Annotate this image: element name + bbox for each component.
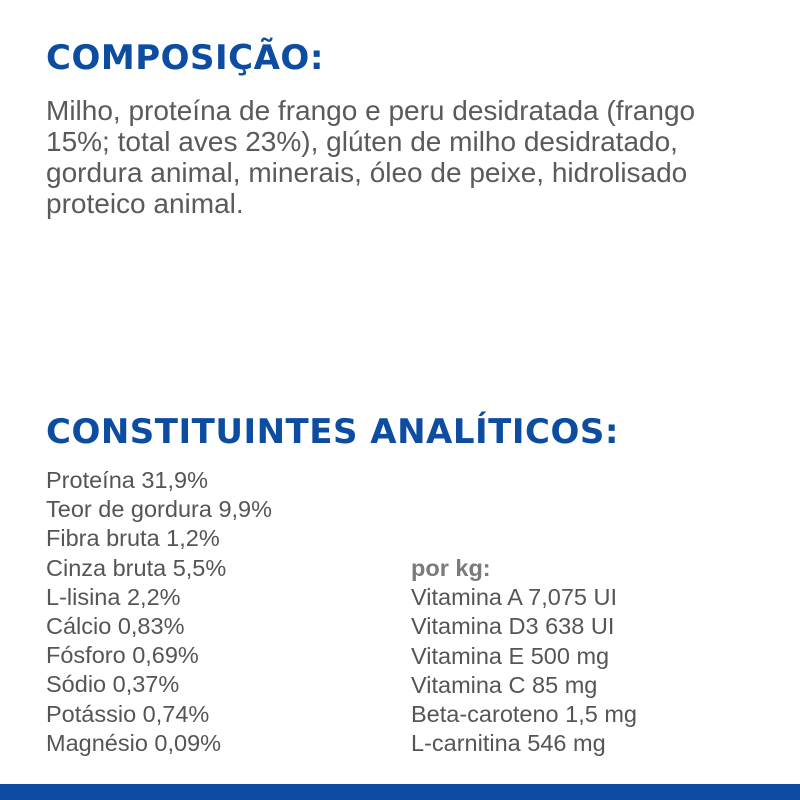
list-item: Vitamina D3 638 UI [411, 613, 615, 640]
bottom-bar [0, 784, 800, 800]
composition-heading: COMPOSIÇÃO: [46, 38, 324, 78]
list-item: Cálcio 0,83% [46, 613, 185, 640]
list-item: L-lisina 2,2% [46, 583, 181, 610]
list-item: Sódio 0,37% [46, 671, 180, 698]
list-item: Vitamina E 500 mg [411, 642, 610, 669]
per-kg-block [411, 554, 637, 758]
list-item: Cinza bruta 5,5% [46, 554, 227, 581]
list-item: Teor de gordura 9,9% [46, 496, 273, 523]
analytical-constituents-heading: CONSTITUINTES ANALÍTICOS: [46, 412, 619, 452]
list-item: Magnésio 0,09% [46, 729, 222, 756]
per-kg-label: por kg: [411, 555, 491, 581]
list-item: Vitamina C 85 mg [411, 671, 598, 698]
list-item: Fibra bruta 1,2% [46, 525, 220, 552]
list-item: Beta-caroteno 1,5 mg [411, 701, 637, 728]
list-item: L-carnitina 546 mg [411, 730, 606, 757]
analytical-constituents-list [46, 466, 272, 758]
list-item: Fósforo 0,69% [46, 642, 199, 669]
list-item: Proteína 31,9% [46, 467, 208, 493]
list-item: Potássio 0,74% [46, 700, 210, 727]
composition-text: Milho, proteína de frango e peru desidratada (frango 15%; total aves 23%), glúten de milho desidratado, gordura animal, minerais, óleo de peixe, hidrolisado proteico animal. [46, 95, 696, 219]
list-item: Vitamina A 7,075 UI [411, 584, 617, 611]
